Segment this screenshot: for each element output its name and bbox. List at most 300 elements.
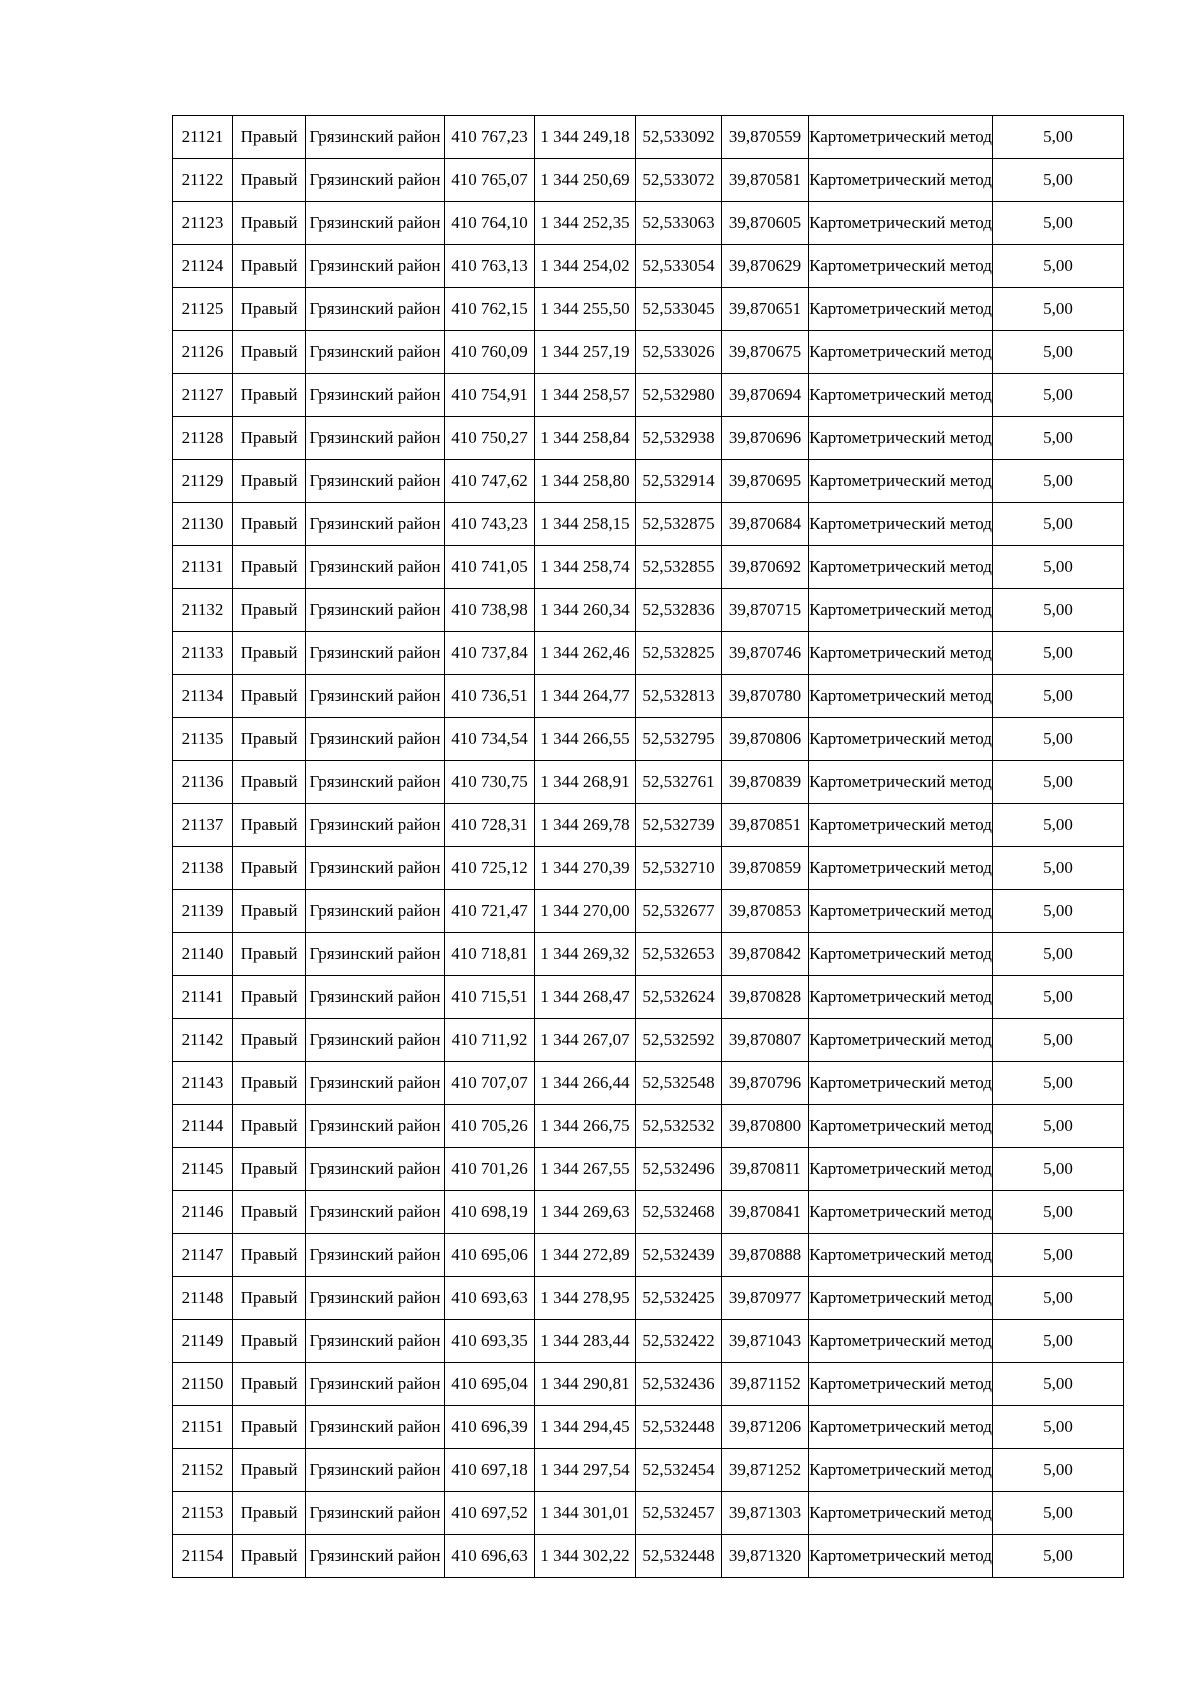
table-row xyxy=(173,1148,1124,1191)
accuracy-cell xyxy=(993,890,1124,933)
latitude: 52,533063 xyxy=(642,213,715,232)
x-coordinate: 410 695,04 xyxy=(451,1374,528,1393)
y-coordinate: 1 344 254,02 xyxy=(540,256,630,275)
latitude: 52,532532 xyxy=(642,1116,715,1135)
method-cell xyxy=(809,589,993,632)
point-number: 21133 xyxy=(181,643,224,662)
point-number: 21134 xyxy=(181,686,224,705)
y-coordinate: 1 344 266,44 xyxy=(540,1073,630,1092)
table-row xyxy=(173,1406,1124,1449)
point-number: 21151 xyxy=(181,1417,224,1436)
bank-side: Правый xyxy=(240,1202,298,1221)
longitude: 39,870842 xyxy=(728,944,802,963)
district-cell xyxy=(306,1449,445,1492)
x-coordinate: 410 721,47 xyxy=(451,901,528,920)
method-cell xyxy=(809,159,993,202)
longitude: 39,870796 xyxy=(728,1073,802,1092)
method-cell xyxy=(809,460,993,503)
latitude: 52,533045 xyxy=(642,299,715,318)
latitude: 52,532855 xyxy=(642,557,715,576)
method: Картометрический метод xyxy=(809,213,992,232)
district-cell xyxy=(306,589,445,632)
accuracy-cell xyxy=(993,1148,1124,1191)
table-row xyxy=(173,632,1124,675)
table-row xyxy=(173,1105,1124,1148)
x-coordinate: 410 693,63 xyxy=(451,1288,528,1307)
method: Картометрический метод xyxy=(809,1546,992,1565)
method-cell xyxy=(809,116,993,159)
accuracy-cell xyxy=(993,245,1124,288)
district-cell xyxy=(306,1492,445,1535)
district-cell xyxy=(306,675,445,718)
district-cell xyxy=(306,1320,445,1363)
x-coordinate-cell xyxy=(445,1062,535,1105)
district-cell xyxy=(306,1406,445,1449)
bank-side-cell xyxy=(233,1492,306,1535)
district-cell xyxy=(306,847,445,890)
longitude-cell xyxy=(722,245,809,288)
latitude-cell xyxy=(636,675,722,718)
latitude-cell xyxy=(636,245,722,288)
longitude: 39,870800 xyxy=(728,1116,802,1135)
x-coordinate-cell xyxy=(445,761,535,804)
method: Картометрический метод xyxy=(809,729,992,748)
method: Картометрический метод xyxy=(809,686,992,705)
y-coordinate-cell xyxy=(535,890,636,933)
accuracy: 5,00 xyxy=(1043,256,1073,275)
point-number-cell xyxy=(173,1105,233,1148)
latitude: 52,533026 xyxy=(642,342,715,361)
accuracy-cell xyxy=(993,1062,1124,1105)
y-coordinate: 1 344 290,81 xyxy=(540,1374,630,1393)
accuracy: 5,00 xyxy=(1043,815,1073,834)
point-number: 21136 xyxy=(181,772,224,791)
method-cell xyxy=(809,1492,993,1535)
bank-side-cell xyxy=(233,1535,306,1578)
method-cell xyxy=(809,417,993,460)
longitude: 39,870746 xyxy=(728,643,802,662)
latitude: 52,532448 xyxy=(642,1417,715,1436)
y-coordinate: 1 344 269,78 xyxy=(540,815,630,834)
district: Грязинский район xyxy=(309,557,441,576)
method: Картометрический метод xyxy=(809,1116,992,1135)
x-coordinate-cell xyxy=(445,804,535,847)
y-coordinate: 1 344 262,46 xyxy=(540,643,630,662)
longitude: 39,870715 xyxy=(728,600,802,619)
method: Картометрический метод xyxy=(809,1288,992,1307)
longitude: 39,870684 xyxy=(728,514,802,533)
bank-side: Правый xyxy=(240,1030,298,1049)
x-coordinate-cell xyxy=(445,1277,535,1320)
bank-side: Правый xyxy=(240,1116,298,1135)
longitude-cell xyxy=(722,1191,809,1234)
method-cell xyxy=(809,761,993,804)
y-coordinate-cell xyxy=(535,632,636,675)
method-cell xyxy=(809,976,993,1019)
bank-side-cell xyxy=(233,675,306,718)
latitude: 52,532761 xyxy=(642,772,715,791)
bank-side-cell xyxy=(233,1320,306,1363)
longitude-cell xyxy=(722,417,809,460)
y-coordinate-cell xyxy=(535,1019,636,1062)
district-cell xyxy=(306,1105,445,1148)
latitude: 52,532980 xyxy=(642,385,715,404)
latitude-cell xyxy=(636,1105,722,1148)
bank-side-cell xyxy=(233,202,306,245)
district-cell xyxy=(306,202,445,245)
district: Грязинский район xyxy=(309,1417,441,1436)
bank-side: Правый xyxy=(240,600,298,619)
district: Грязинский район xyxy=(309,428,441,447)
longitude-cell xyxy=(722,546,809,589)
district: Грязинский район xyxy=(309,256,441,275)
y-coordinate: 1 344 267,55 xyxy=(540,1159,630,1178)
longitude-cell xyxy=(722,847,809,890)
point-number-cell xyxy=(173,1148,233,1191)
x-coordinate: 410 750,27 xyxy=(451,428,528,447)
point-number: 21148 xyxy=(181,1288,224,1307)
bank-side-cell xyxy=(233,976,306,1019)
table-row xyxy=(173,1535,1124,1578)
method-cell xyxy=(809,890,993,933)
district-cell xyxy=(306,761,445,804)
district-cell xyxy=(306,331,445,374)
x-coordinate-cell xyxy=(445,417,535,460)
bank-side-cell xyxy=(233,761,306,804)
point-number: 21154 xyxy=(181,1546,224,1565)
district: Грязинский район xyxy=(309,213,441,232)
accuracy-cell xyxy=(993,1492,1124,1535)
longitude-cell xyxy=(722,202,809,245)
accuracy: 5,00 xyxy=(1043,213,1073,232)
accuracy: 5,00 xyxy=(1043,600,1073,619)
latitude: 52,532592 xyxy=(642,1030,715,1049)
accuracy-cell xyxy=(993,933,1124,976)
district: Грязинский район xyxy=(309,471,441,490)
y-coordinate-cell xyxy=(535,116,636,159)
latitude-cell xyxy=(636,1449,722,1492)
latitude: 52,532739 xyxy=(642,815,715,834)
district-cell xyxy=(306,1148,445,1191)
district-cell xyxy=(306,159,445,202)
y-coordinate-cell xyxy=(535,503,636,546)
x-coordinate: 410 741,05 xyxy=(451,557,528,576)
accuracy: 5,00 xyxy=(1043,729,1073,748)
method-cell xyxy=(809,847,993,890)
bank-side: Правый xyxy=(240,1546,298,1565)
bank-side-cell xyxy=(233,1105,306,1148)
bank-side: Правый xyxy=(240,514,298,533)
latitude: 52,532914 xyxy=(642,471,715,490)
bank-side-cell xyxy=(233,503,306,546)
district: Грязинский район xyxy=(309,385,441,404)
longitude: 39,870675 xyxy=(728,342,802,361)
accuracy-cell xyxy=(993,116,1124,159)
x-coordinate: 410 697,52 xyxy=(451,1503,528,1522)
latitude-cell xyxy=(636,546,722,589)
longitude-cell xyxy=(722,675,809,718)
bank-side-cell xyxy=(233,589,306,632)
longitude-cell xyxy=(722,976,809,1019)
accuracy: 5,00 xyxy=(1043,1460,1073,1479)
district-cell xyxy=(306,374,445,417)
bank-side: Правый xyxy=(240,944,298,963)
x-coordinate-cell xyxy=(445,374,535,417)
district-cell xyxy=(306,1019,445,1062)
method: Картометрический метод xyxy=(809,557,992,576)
district: Грязинский район xyxy=(309,1202,441,1221)
y-coordinate: 1 344 278,95 xyxy=(540,1288,630,1307)
longitude-cell xyxy=(722,1148,809,1191)
longitude: 39,870888 xyxy=(728,1245,802,1264)
district-cell xyxy=(306,1191,445,1234)
longitude: 39,871252 xyxy=(728,1460,802,1479)
accuracy: 5,00 xyxy=(1043,471,1073,490)
accuracy: 5,00 xyxy=(1043,944,1073,963)
point-number: 21137 xyxy=(181,815,224,834)
point-number-cell xyxy=(173,890,233,933)
latitude-cell xyxy=(636,417,722,460)
longitude-cell xyxy=(722,933,809,976)
method: Картометрический метод xyxy=(809,170,992,189)
district: Грязинский район xyxy=(309,1159,441,1178)
point-number-cell xyxy=(173,1320,233,1363)
district-cell xyxy=(306,933,445,976)
point-number: 21141 xyxy=(181,987,224,1006)
coordinates-table xyxy=(172,115,1124,1578)
y-coordinate: 1 344 258,15 xyxy=(540,514,630,533)
longitude: 39,871303 xyxy=(728,1503,802,1522)
longitude: 39,870851 xyxy=(728,815,802,834)
x-coordinate: 410 718,81 xyxy=(451,944,528,963)
accuracy: 5,00 xyxy=(1043,299,1073,318)
latitude-cell xyxy=(636,1148,722,1191)
point-number-cell xyxy=(173,331,233,374)
point-number: 21131 xyxy=(181,557,224,576)
accuracy-cell xyxy=(993,159,1124,202)
district-cell xyxy=(306,1062,445,1105)
latitude: 52,532422 xyxy=(642,1331,715,1350)
bank-side-cell xyxy=(233,1449,306,1492)
accuracy-cell xyxy=(993,546,1124,589)
district-cell xyxy=(306,116,445,159)
table-body xyxy=(173,116,1124,1578)
y-coordinate-cell xyxy=(535,374,636,417)
y-coordinate-cell xyxy=(535,675,636,718)
x-coordinate-cell xyxy=(445,890,535,933)
longitude-cell xyxy=(722,288,809,331)
y-coordinate: 1 344 249,18 xyxy=(540,127,630,146)
district-cell xyxy=(306,417,445,460)
accuracy-cell xyxy=(993,804,1124,847)
x-coordinate-cell xyxy=(445,1449,535,1492)
method: Картометрический метод xyxy=(809,127,992,146)
latitude-cell xyxy=(636,1363,722,1406)
y-coordinate-cell xyxy=(535,1406,636,1449)
accuracy: 5,00 xyxy=(1043,127,1073,146)
bank-side: Правый xyxy=(240,385,298,404)
y-coordinate: 1 344 294,45 xyxy=(540,1417,630,1436)
latitude-cell xyxy=(636,503,722,546)
point-number-cell xyxy=(173,1449,233,1492)
bank-side: Правый xyxy=(240,772,298,791)
bank-side: Правый xyxy=(240,901,298,920)
y-coordinate: 1 344 258,80 xyxy=(540,471,630,490)
longitude: 39,870853 xyxy=(728,901,802,920)
point-number: 21126 xyxy=(181,342,224,361)
x-coordinate: 410 737,84 xyxy=(451,643,528,662)
x-coordinate-cell xyxy=(445,718,535,761)
point-number-cell xyxy=(173,1234,233,1277)
accuracy-cell xyxy=(993,1277,1124,1320)
point-number: 21122 xyxy=(181,170,224,189)
method: Картометрический метод xyxy=(809,471,992,490)
point-number: 21150 xyxy=(181,1374,224,1393)
point-number: 21123 xyxy=(181,213,224,232)
point-number: 21144 xyxy=(181,1116,224,1135)
district: Грязинский район xyxy=(309,1374,441,1393)
table-row xyxy=(173,1019,1124,1062)
method-cell xyxy=(809,1535,993,1578)
accuracy: 5,00 xyxy=(1043,428,1073,447)
point-number-cell xyxy=(173,761,233,804)
accuracy: 5,00 xyxy=(1043,557,1073,576)
accuracy-cell xyxy=(993,718,1124,761)
accuracy: 5,00 xyxy=(1043,686,1073,705)
table-row xyxy=(173,202,1124,245)
method-cell xyxy=(809,1019,993,1062)
method-cell xyxy=(809,1363,993,1406)
accuracy-cell xyxy=(993,503,1124,546)
longitude-cell xyxy=(722,1449,809,1492)
point-number-cell xyxy=(173,847,233,890)
x-coordinate-cell xyxy=(445,159,535,202)
district: Грязинский район xyxy=(309,600,441,619)
district-cell xyxy=(306,632,445,675)
point-number: 21149 xyxy=(181,1331,224,1350)
district: Грязинский район xyxy=(309,729,441,748)
accuracy-cell xyxy=(993,1320,1124,1363)
table-row xyxy=(173,1277,1124,1320)
table-row xyxy=(173,417,1124,460)
latitude: 52,532825 xyxy=(642,643,715,662)
district: Грязинский район xyxy=(309,686,441,705)
point-number-cell xyxy=(173,589,233,632)
longitude: 39,870780 xyxy=(728,686,802,705)
y-coordinate-cell xyxy=(535,159,636,202)
x-coordinate: 410 693,35 xyxy=(451,1331,528,1350)
method-cell xyxy=(809,331,993,374)
bank-side-cell xyxy=(233,374,306,417)
district-cell xyxy=(306,804,445,847)
y-coordinate: 1 344 257,19 xyxy=(540,342,630,361)
longitude: 39,871152 xyxy=(729,1374,801,1393)
district: Грязинский район xyxy=(309,514,441,533)
longitude: 39,870581 xyxy=(728,170,802,189)
point-number-cell xyxy=(173,116,233,159)
district: Грязинский район xyxy=(309,1073,441,1092)
x-coordinate: 410 728,31 xyxy=(451,815,528,834)
point-number-cell xyxy=(173,503,233,546)
latitude-cell xyxy=(636,1234,722,1277)
method: Картометрический метод xyxy=(809,1374,992,1393)
accuracy-cell xyxy=(993,460,1124,503)
table-row xyxy=(173,546,1124,589)
latitude-cell xyxy=(636,1019,722,1062)
longitude: 39,870828 xyxy=(728,987,802,1006)
bank-side: Правый xyxy=(240,428,298,447)
longitude: 39,870859 xyxy=(728,858,802,877)
point-number-cell xyxy=(173,460,233,503)
method-cell xyxy=(809,245,993,288)
bank-side-cell xyxy=(233,804,306,847)
accuracy-cell xyxy=(993,1406,1124,1449)
y-coordinate-cell xyxy=(535,546,636,589)
x-coordinate: 410 743,23 xyxy=(451,514,528,533)
latitude-cell xyxy=(636,288,722,331)
accuracy: 5,00 xyxy=(1043,1331,1073,1350)
accuracy: 5,00 xyxy=(1043,858,1073,877)
point-number: 21146 xyxy=(181,1202,224,1221)
accuracy-cell xyxy=(993,976,1124,1019)
bank-side-cell xyxy=(233,1148,306,1191)
x-coordinate-cell xyxy=(445,1535,535,1578)
point-number: 21138 xyxy=(181,858,224,877)
district-cell xyxy=(306,976,445,1019)
bank-side: Правый xyxy=(240,1331,298,1350)
longitude-cell xyxy=(722,890,809,933)
accuracy: 5,00 xyxy=(1043,987,1073,1006)
latitude-cell xyxy=(636,1062,722,1105)
point-number-cell xyxy=(173,202,233,245)
y-coordinate-cell xyxy=(535,1535,636,1578)
x-coordinate-cell xyxy=(445,976,535,1019)
latitude-cell xyxy=(636,1406,722,1449)
district-cell xyxy=(306,1234,445,1277)
point-number: 21132 xyxy=(181,600,224,619)
longitude-cell xyxy=(722,331,809,374)
method: Картометрический метод xyxy=(809,987,992,1006)
table-row xyxy=(173,847,1124,890)
method-cell xyxy=(809,632,993,675)
point-number-cell xyxy=(173,675,233,718)
longitude-cell xyxy=(722,761,809,804)
y-coordinate-cell xyxy=(535,331,636,374)
y-coordinate-cell xyxy=(535,1234,636,1277)
x-coordinate-cell xyxy=(445,589,535,632)
x-coordinate-cell xyxy=(445,632,535,675)
x-coordinate-cell xyxy=(445,202,535,245)
method: Картометрический метод xyxy=(809,1331,992,1350)
district: Грязинский район xyxy=(309,299,441,318)
longitude: 39,870841 xyxy=(728,1202,802,1221)
longitude-cell xyxy=(722,589,809,632)
table-row xyxy=(173,890,1124,933)
district-cell xyxy=(306,890,445,933)
method: Картометрический метод xyxy=(809,1030,992,1049)
bank-side: Правый xyxy=(240,815,298,834)
method: Картометрический метод xyxy=(809,1503,992,1522)
x-coordinate: 410 763,13 xyxy=(451,256,528,275)
bank-side-cell xyxy=(233,159,306,202)
table-row xyxy=(173,933,1124,976)
longitude: 39,870559 xyxy=(728,127,802,146)
bank-side: Правый xyxy=(240,1073,298,1092)
accuracy-cell xyxy=(993,202,1124,245)
x-coordinate: 410 762,15 xyxy=(451,299,528,318)
table-row xyxy=(173,1449,1124,1492)
bank-side: Правый xyxy=(240,729,298,748)
